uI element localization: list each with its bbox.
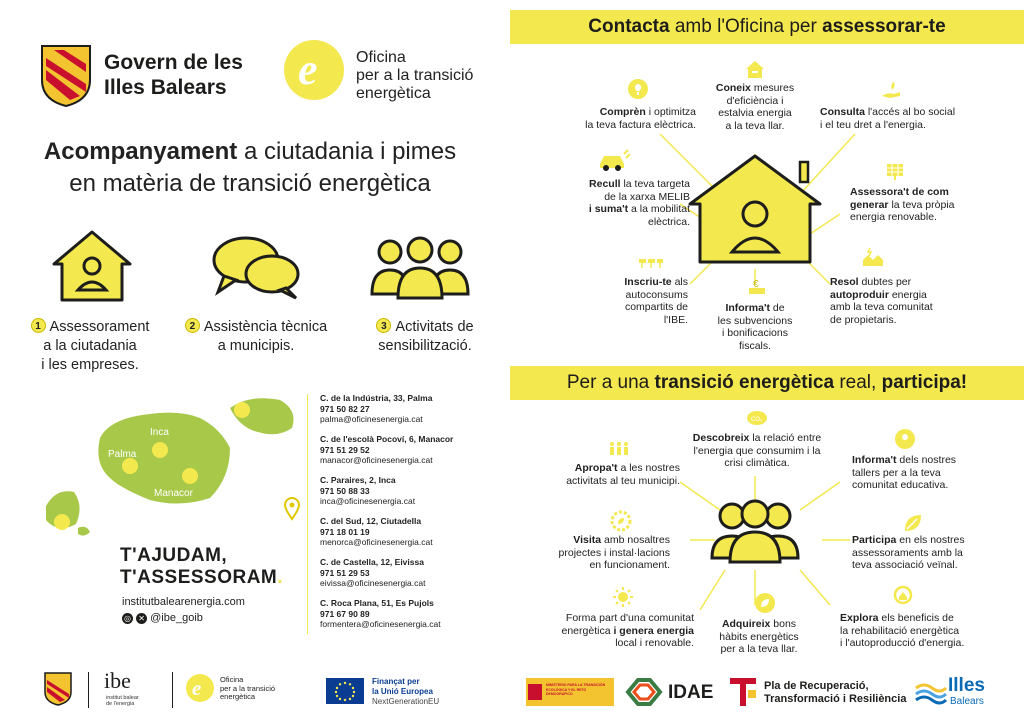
office-email[interactable]: inca@oficinesenergia.cat bbox=[320, 496, 416, 506]
social-handle[interactable]: @ibe_goib bbox=[150, 612, 203, 624]
contact-item-compren bbox=[556, 106, 696, 131]
eco-leaf-circle-icon bbox=[754, 592, 776, 614]
lightbulb-icon bbox=[627, 78, 649, 100]
office-formentera bbox=[320, 598, 480, 630]
resol-1: dubtes per bbox=[858, 276, 912, 288]
feature-3-number: 3 bbox=[376, 318, 391, 333]
balearic-shield-logo bbox=[40, 44, 92, 108]
resol-4: de propietaris. bbox=[830, 313, 897, 326]
ibe-sub2: de l'energia bbox=[106, 701, 135, 707]
resol-bold: Resol bbox=[830, 276, 859, 288]
participa-1: en els nostres bbox=[896, 534, 965, 546]
ministerio-logo bbox=[526, 678, 614, 706]
govern-shield-small-logo bbox=[44, 672, 72, 706]
apropa-1: a les nostres bbox=[617, 462, 680, 474]
office-phone: 971 18 01 19 bbox=[320, 526, 370, 537]
prtr-line2: Transformació i Resiliència bbox=[764, 693, 907, 705]
prtr-mark-icon bbox=[728, 676, 758, 708]
feature-2-number: 2 bbox=[185, 318, 200, 333]
feature-1-number: 1 bbox=[31, 318, 46, 333]
govern-line1: Govern de les bbox=[104, 51, 243, 74]
people-activities-icon bbox=[608, 438, 630, 460]
office-email[interactable]: manacor@oficinesenergia.cat bbox=[320, 455, 433, 465]
apropa-2: activitats al teu municipi. bbox=[566, 474, 680, 487]
participa-2: assessoraments amb la bbox=[852, 546, 963, 559]
coneix-2: d'eficiència i bbox=[726, 94, 784, 107]
feature-3-line1: Activitats de bbox=[395, 319, 474, 335]
eu3: NextGenerationEU bbox=[372, 697, 440, 706]
compren-1: i optimitza bbox=[645, 106, 696, 118]
informa-3: i bonificacions bbox=[722, 327, 788, 339]
slogan-line2: T'ASSESSORAM bbox=[120, 567, 278, 588]
feature-2-line1: Assistència tècnica bbox=[203, 319, 328, 335]
participa-item-informa bbox=[852, 454, 1002, 492]
office-phone: 971 51 29 53 bbox=[320, 567, 370, 578]
contact-item-coneix bbox=[700, 82, 810, 132]
home-efficiency-icon bbox=[744, 58, 766, 80]
hand-plant-icon bbox=[880, 78, 902, 100]
informa2-1: dels nostres bbox=[896, 454, 957, 466]
eu1: Finançat per bbox=[372, 677, 420, 686]
visita-3: en funcionament. bbox=[589, 559, 670, 571]
feature-2-line2: a municipis. bbox=[217, 338, 295, 354]
slogan-dot: . bbox=[277, 567, 284, 588]
participa-item-forma bbox=[536, 612, 694, 650]
compren-2: la teva factura elèctrica. bbox=[585, 118, 696, 131]
compren-bold: Comprèn bbox=[599, 106, 646, 118]
participa-3: teva associació veïnal. bbox=[852, 559, 958, 571]
explora-3: i l'autoproducció d'energia. bbox=[840, 637, 965, 649]
idae-logo-text: IDAE bbox=[668, 682, 714, 703]
assessora-3: energia renovable. bbox=[850, 211, 937, 223]
visita-2: projectes i instal·lacions bbox=[558, 546, 670, 559]
coneix-bold: Coneix bbox=[715, 82, 751, 94]
group-people-icon bbox=[368, 236, 472, 302]
address-divider bbox=[307, 394, 308, 634]
feature-1-line1: Assessorament bbox=[49, 319, 150, 335]
feature-3-line2: sensibilització. bbox=[378, 338, 472, 354]
office-ciutadella bbox=[320, 516, 480, 548]
feature-1 bbox=[20, 318, 160, 375]
contact-item-assessora bbox=[850, 186, 1000, 224]
oficina-line3: energètica bbox=[356, 85, 431, 102]
participa-title-mid: real, bbox=[834, 372, 882, 393]
oficina-logo bbox=[284, 40, 344, 100]
office-phone: 971 50 88 33 bbox=[320, 485, 370, 496]
consulta-1: l'accés al bo social bbox=[864, 106, 956, 118]
contact-title-mid: amb l'Oficina per bbox=[669, 16, 823, 37]
coneix-3: estalvia energia bbox=[718, 107, 792, 119]
oficina-small-logo bbox=[186, 674, 214, 702]
office-palma bbox=[320, 393, 480, 425]
explora-2: la rehabilitació energètica bbox=[840, 624, 960, 637]
feature-3 bbox=[360, 318, 490, 356]
informa2-3: comunitat educativa. bbox=[852, 479, 949, 491]
feature-1-line3: i les empreses. bbox=[41, 357, 139, 373]
sun-icon bbox=[612, 586, 634, 608]
resol-2-bold: autoproduir bbox=[830, 288, 889, 301]
footer-divider bbox=[172, 672, 173, 708]
location-pin-icon bbox=[284, 497, 300, 521]
informa2-2: tallers per a la teva bbox=[852, 466, 941, 479]
title-rest: a ciutadania i pimes bbox=[237, 138, 457, 165]
head-idea-icon bbox=[894, 428, 916, 450]
office-eivissa bbox=[320, 557, 480, 589]
participa-title-b2: participa! bbox=[881, 372, 968, 393]
map-label-palma: Palma bbox=[108, 449, 137, 460]
office-phone: 971 51 29 52 bbox=[320, 444, 370, 455]
office-address: C. de Castella, 12, Eivissa bbox=[320, 557, 424, 567]
solar-panel-icon bbox=[884, 160, 906, 182]
explora-1: els beneficis de bbox=[878, 612, 954, 624]
consulta-bold: Consulta bbox=[820, 106, 865, 118]
instagram-icon[interactable]: ◎ bbox=[122, 613, 133, 624]
feature-2 bbox=[176, 318, 336, 356]
explora-bold: Explora bbox=[840, 612, 879, 624]
ofi2: per a la transició bbox=[220, 683, 276, 693]
ibe-subtitle bbox=[106, 695, 139, 707]
contact-item-resol bbox=[830, 276, 980, 326]
descobreix-3: crisi climàtica. bbox=[724, 457, 790, 469]
recull-2: de la xarxa MELIB bbox=[604, 190, 690, 203]
participa-title-pre: Per a una bbox=[566, 372, 655, 393]
eu-funding-text bbox=[372, 677, 439, 707]
page-title bbox=[0, 136, 500, 200]
recull-3-bold: i suma't bbox=[588, 203, 629, 215]
resol-2: energia bbox=[888, 288, 927, 301]
govern-title bbox=[104, 50, 243, 100]
svg-text:e: e bbox=[298, 45, 318, 94]
idae-mark-icon bbox=[624, 678, 664, 706]
speech-bubbles-icon bbox=[210, 232, 302, 302]
oficina-line1: Oficina bbox=[356, 49, 406, 66]
participa-title-b1: transició energètica bbox=[654, 372, 835, 393]
consulta-2: i el teu dret a l'energia. bbox=[820, 118, 926, 131]
informa-bold: Informa't bbox=[725, 302, 770, 314]
balears-logo-text: Balears bbox=[950, 696, 984, 707]
recull-4: elèctrica. bbox=[647, 215, 690, 228]
coneix-1: mesures bbox=[750, 82, 795, 94]
recull-3: a la mobilitat bbox=[628, 203, 690, 215]
inscriu-4: l'IBE. bbox=[663, 313, 688, 326]
recull-bold: Recull bbox=[589, 178, 621, 190]
informa-1: de bbox=[769, 302, 785, 314]
adquireix-3: per a la teva llar. bbox=[720, 643, 798, 655]
office-address: C. Roca Plana, 51, Es Pujols bbox=[320, 598, 434, 608]
gear-leaf-icon bbox=[610, 510, 632, 532]
x-twitter-icon[interactable]: ✕ bbox=[136, 613, 147, 624]
map-label-inca: Inca bbox=[150, 427, 169, 438]
ibe-sub1: institut balear bbox=[106, 695, 139, 701]
contact-title-b2: assessorar-te bbox=[822, 16, 946, 37]
assessora-2-bold: generar bbox=[850, 198, 889, 211]
adquireix-bold: Adquireix bbox=[721, 618, 771, 630]
ofi1: Oficina bbox=[220, 675, 244, 684]
office-manacor bbox=[320, 434, 480, 466]
map-label-manacor: Manacor bbox=[154, 488, 193, 499]
leaf-icon bbox=[902, 512, 924, 534]
inscriu-bold: Inscriu-te bbox=[624, 276, 672, 288]
office-inca bbox=[320, 475, 480, 507]
office-address: C. de la Indústria, 33, Palma bbox=[320, 393, 433, 403]
co2-label: CO₂ bbox=[751, 417, 763, 423]
oficina-line2: per a la transició bbox=[356, 67, 474, 84]
feature-1-line2: a la ciutadania bbox=[43, 338, 137, 354]
forma-3: local i renovable. bbox=[615, 637, 694, 649]
participa-item-descobreix bbox=[692, 432, 822, 470]
apropa-bold: Apropa't bbox=[574, 462, 618, 474]
participa-item-participa bbox=[852, 534, 1002, 572]
contact-banner bbox=[510, 10, 1024, 44]
participa-item-adquireix bbox=[704, 618, 814, 656]
assessora-bold: Assessora't de com bbox=[850, 186, 949, 198]
participa-banner bbox=[510, 366, 1024, 400]
participa-item-explora bbox=[840, 612, 1010, 650]
assessora-2: la teva pròpia bbox=[888, 198, 955, 211]
prtr-text bbox=[764, 680, 906, 706]
shared-solar-icon bbox=[638, 256, 664, 270]
inscriu-3: compartits de bbox=[624, 301, 688, 313]
recull-1: la teva targeta bbox=[620, 178, 690, 190]
forma-2: energètica bbox=[561, 624, 614, 637]
balearic-islands-map bbox=[30, 388, 300, 538]
descobreix-1: la relació entre bbox=[749, 432, 822, 444]
ibe-logo: ibe bbox=[104, 668, 131, 693]
contact-item-recull bbox=[540, 178, 690, 228]
resol-3: amb la teva comunitat bbox=[830, 301, 933, 313]
slogan-line1: T'AJUDAM, bbox=[120, 545, 228, 566]
spain-crest-icon bbox=[528, 684, 542, 700]
informa-2: les subvencions bbox=[717, 314, 793, 327]
oficina-small-text bbox=[220, 676, 275, 702]
title-bold: Acompanyament bbox=[43, 138, 238, 165]
electric-car-icon bbox=[598, 148, 632, 172]
office-address: C. del Sud, 12, Ciutadella bbox=[320, 516, 422, 526]
contact-item-consulta bbox=[820, 106, 980, 131]
descobreix-2: l'energia que consumim i la bbox=[693, 444, 821, 457]
coneix-4: a la teva llar. bbox=[725, 119, 785, 132]
inscriu-2: autoconsums bbox=[625, 288, 688, 301]
recycle-house-icon bbox=[892, 584, 914, 606]
illes-logo-text: Illes bbox=[948, 675, 985, 696]
visita-bold: Visita bbox=[573, 534, 602, 546]
contact-item-informa bbox=[700, 302, 810, 352]
community-houses-icon bbox=[862, 246, 884, 268]
participa-bold: Participa bbox=[852, 534, 897, 546]
forma-2-bold: i genera energia bbox=[613, 624, 694, 637]
forma-1: Forma part d'una comunitat bbox=[565, 612, 694, 624]
ministerio-text: MINISTERIO PARA LA TRANSICIÓN ECOLÓGICA Y EL RETO DEMOGRÁFICO bbox=[546, 683, 606, 696]
office-email[interactable]: menorca@oficinesenergia.cat bbox=[320, 537, 433, 547]
participa-item-visita bbox=[540, 534, 670, 572]
office-phone: 971 50 82 27 bbox=[320, 403, 370, 414]
prtr-line1: Pla de Recuperació, bbox=[764, 680, 869, 692]
contact-title-b1: Contacta bbox=[588, 16, 670, 37]
social-handles bbox=[122, 612, 203, 624]
eu2: la Unió Europea bbox=[372, 687, 433, 696]
website-link[interactable]: institutbalearenergia.com bbox=[122, 596, 245, 608]
svg-text:e: e bbox=[192, 676, 202, 700]
inscriu-1: als bbox=[671, 276, 688, 288]
office-address: C. de l'escolà Pocoví, 6, Manacor bbox=[320, 434, 454, 444]
office-email[interactable]: palma@oficinesenergia.cat bbox=[320, 414, 423, 424]
informa-4: fiscals. bbox=[738, 339, 772, 352]
svg-text:€: € bbox=[753, 279, 759, 290]
euro-subsidy-icon bbox=[746, 276, 768, 298]
co2-cloud-icon bbox=[746, 404, 768, 426]
participa-item-apropa bbox=[540, 462, 680, 487]
house-user-icon bbox=[48, 228, 136, 304]
office-email[interactable]: eivissa@oficinesenergia.cat bbox=[320, 578, 426, 588]
office-email[interactable]: formentera@oficinesenergia.cat bbox=[320, 619, 441, 629]
govern-line2: Illes Balears bbox=[104, 76, 227, 99]
office-address: C. Paraires, 2, Inca bbox=[320, 475, 396, 485]
adquireix-1: bons bbox=[770, 618, 797, 630]
office-phone: 971 67 90 89 bbox=[320, 608, 370, 619]
ofi3: energètica bbox=[220, 692, 256, 701]
eu-flag-icon bbox=[326, 678, 364, 704]
visita-1: amb nosaltres bbox=[601, 534, 670, 546]
oficina-name bbox=[356, 49, 473, 103]
descobreix-bold: Descobreix bbox=[692, 432, 750, 444]
adquireix-2: hàbits energètics bbox=[719, 630, 799, 643]
slogan bbox=[120, 545, 283, 589]
footer-divider bbox=[88, 672, 89, 708]
contact-item-inscriu bbox=[590, 276, 688, 326]
informa2-bold: Informa't bbox=[852, 454, 897, 466]
illes-balears-waves-icon bbox=[914, 680, 948, 706]
title-line2: en matèria de transició energètica bbox=[69, 170, 431, 197]
